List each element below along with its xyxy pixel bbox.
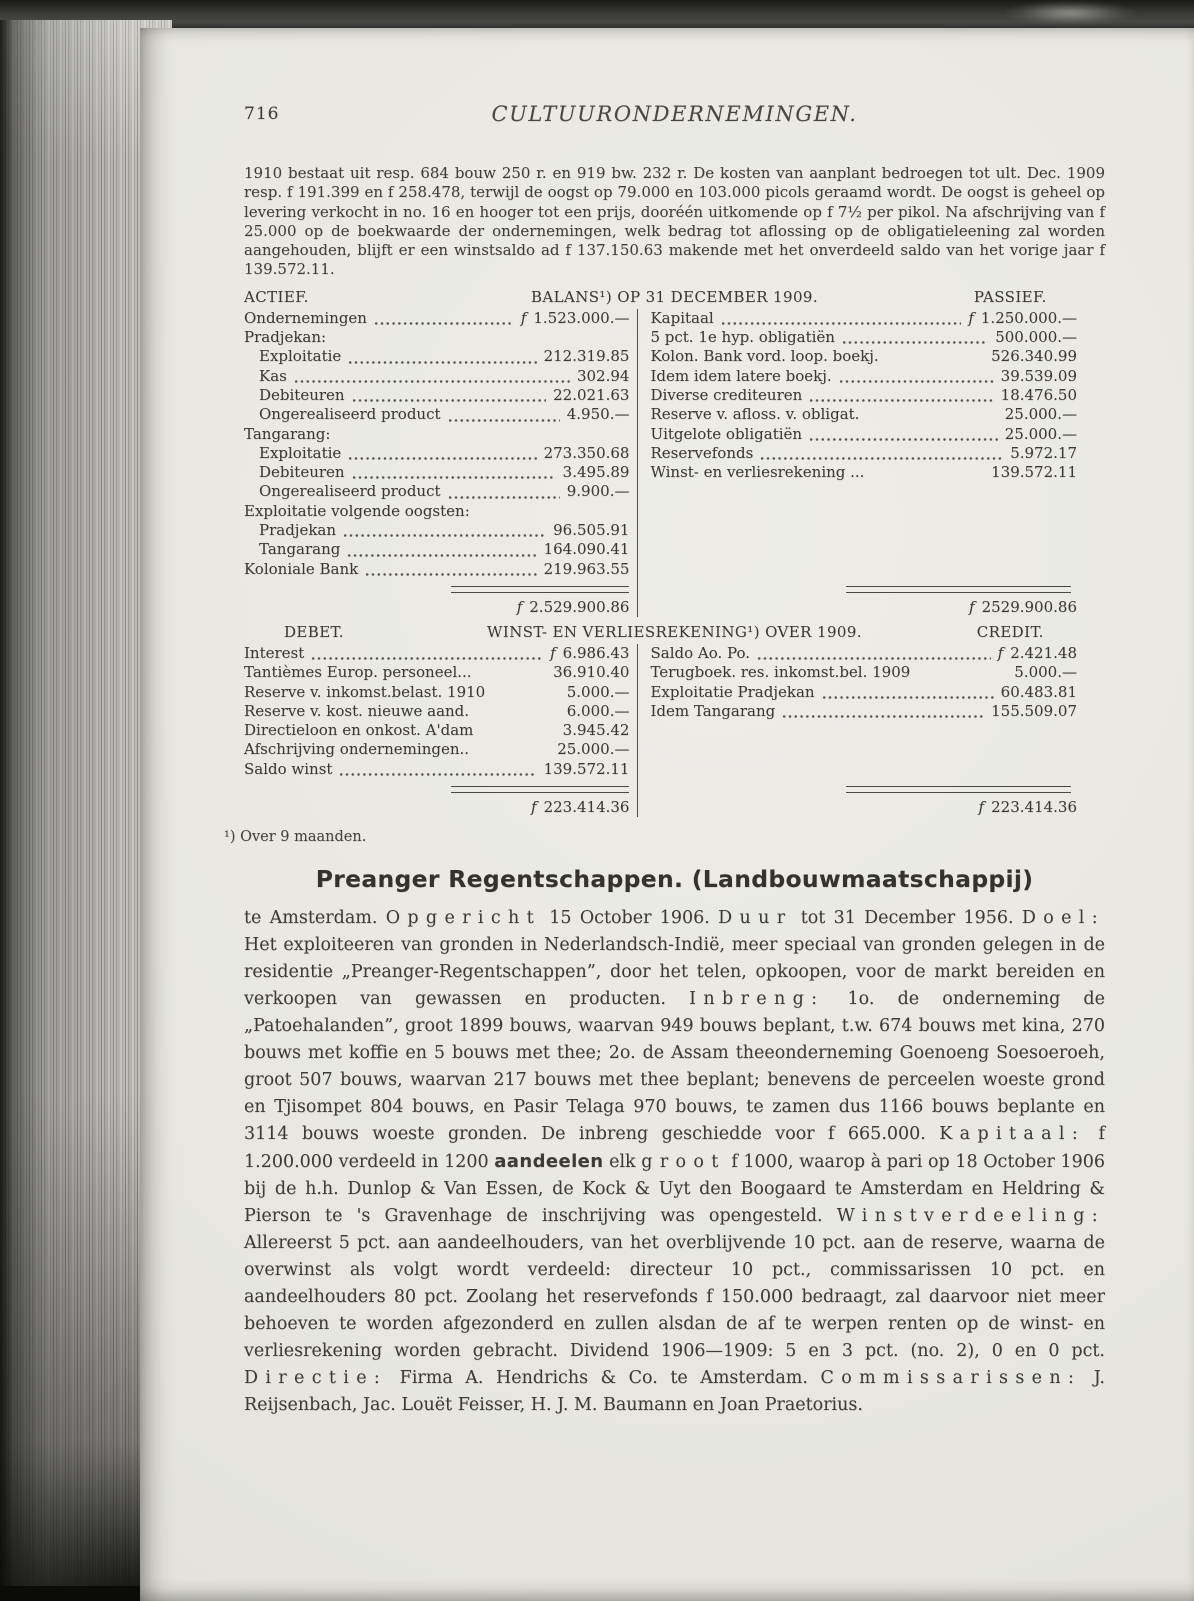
- text-segment: Allereerst 5 pct. aan aandeelhouders, van het overblijvende 10 pct. aan de reserve, waarna de overwinst als volgt wordt verdeeld: directeur 10 pct., commissarissen 10 pct. en aandeelhouders 80 pct. Zoolang het reservefonds f 150.000 bedraagt, zal daarvoor niet meer behoeven te worden afgezonderd en zullen alsdan de af te werpen renten op de winst- en verliesrekening worden gebracht. Dividend 1906—1909: 5 en 3 pct. (no. 2), 0 en 0 pct.: [244, 1233, 1105, 1362]
- book-page: [140, 28, 1194, 1601]
- text-segment: 1o. de onderneming de „Patoehalanden”, groot 1899 bouws, waarvan 949 bouws beplant, t.w. 674 bouws met kina, 270 bouws met koffie en 5 bouws met thee; 2o. de Assam theeonderneming Goenoeng Soesoeroeh, groot 507 bouws, waarvan 217 bouws met thee beplant; benevens de perceelen woeste grond en Tjisompet 804 bouws, en Pasir Telaga 970 bouws, te zamen dus 1166 bouws beplante en 3114 bouws woeste gronden. De inbreng geschiedde voor f 665.000.: [244, 989, 1105, 1145]
- row-label: Kas: [259, 366, 287, 385]
- winst-verlies-body: [244, 644, 1105, 779]
- text-segment-spaced: Inbreng:: [689, 989, 825, 1010]
- company-heading: Preanger Regentschappen. (Landbouwmaatschappij): [315, 865, 1034, 894]
- row-label: Afschrijving ondernemingen..: [244, 740, 470, 759]
- row-amount: 9.900.—: [566, 482, 630, 501]
- text-segment-spaced: Opgericht: [385, 908, 542, 929]
- row-amount: 18.476.50: [1000, 385, 1077, 404]
- dot-leader: [809, 425, 998, 444]
- balance-row: [650, 386, 1077, 405]
- row-label: Saldo Ao. Po.: [650, 643, 751, 662]
- row-label: Tantièmes Europ. personeel...: [244, 663, 472, 682]
- credit-column: [637, 644, 1105, 779]
- actief-label: ACTIEF.: [244, 287, 309, 306]
- pl-row: [650, 663, 1077, 682]
- winst-verlies-total-rules: [244, 779, 1105, 793]
- pl-row: [650, 644, 1077, 663]
- balance-row: [244, 540, 629, 559]
- dot-leader: [347, 540, 536, 559]
- row-label: 5 pct. 1e hyp. obligatiën: [650, 328, 835, 347]
- balans-title: BALANS¹) OP 31 DECEMBER 1909.: [530, 287, 819, 306]
- row-label: Idem Tangarang: [650, 701, 776, 720]
- scan-light-smudge: [1005, 1, 1135, 25]
- balans-total-rules: [244, 579, 1105, 593]
- pl-row: [244, 740, 629, 759]
- row-label: Uitgelote obligatiën: [650, 424, 803, 443]
- winst-verlies-header: [244, 623, 1105, 642]
- row-label: Tangarang:: [244, 424, 331, 443]
- text-segment-spaced: Kapitaal:: [939, 1124, 1086, 1145]
- row-amount: 2.421.48: [1010, 643, 1077, 662]
- row-amount: 526.340.99: [991, 347, 1077, 366]
- text-segment: f 1.200.000 verdeeld in 1200: [244, 1124, 1105, 1173]
- row-amount: 36.910.40: [553, 663, 630, 682]
- text-segment: Firma A. Hendrichs & Co. te Amsterdam.: [387, 1368, 821, 1389]
- text-segment-spaced: Commissarissen:: [820, 1368, 1082, 1389]
- row-label: Debiteuren: [259, 463, 345, 482]
- total-amount: 2.529.900.86: [529, 597, 630, 616]
- financial-statements: [224, 287, 1105, 846]
- dot-leader: [782, 702, 984, 721]
- dot-leader: [448, 405, 560, 424]
- pl-row: [244, 721, 629, 740]
- balance-row: [650, 405, 1077, 424]
- total-amount: 2529.900.86: [981, 597, 1077, 616]
- actief-column: [244, 309, 637, 579]
- text-segment: elk: [603, 1152, 642, 1173]
- total-rule: [846, 586, 1071, 593]
- company-paragraph: [244, 905, 1105, 1419]
- florin-sign: f: [978, 798, 985, 817]
- row-label: Tangarang: [259, 540, 341, 559]
- row-label: Reserve v. kost. nieuwe aand.: [244, 701, 470, 720]
- dot-leader: [352, 463, 556, 482]
- row-label: Exploitatie Pradjekan: [650, 682, 815, 701]
- balance-row: [244, 367, 629, 386]
- total-rule: [846, 786, 1071, 793]
- balance-row: [244, 463, 629, 482]
- dot-leader: [757, 644, 991, 663]
- row-amount: 5.972.17: [1010, 443, 1077, 462]
- balance-row: [244, 405, 629, 424]
- row-label: Ongerealiseerd product: [259, 482, 441, 501]
- dot-leader: [311, 644, 543, 663]
- pl-row: [244, 663, 629, 682]
- balance-row: [244, 347, 629, 366]
- row-label: Reserve v. inkomst.belast. 1910: [244, 682, 486, 701]
- row-label: Idem idem latere boekj.: [650, 366, 832, 385]
- florin-sign: f: [520, 308, 527, 327]
- credit-total: [637, 793, 1105, 817]
- total-rule: [451, 586, 629, 593]
- row-label: Terugboek. res. inkomst.bel. 1909: [650, 663, 911, 682]
- row-label: Debiteuren: [259, 385, 345, 404]
- page-header: [244, 102, 1105, 130]
- row-amount: 155.509.07: [991, 701, 1077, 720]
- intro-paragraph: 1910 bestaat uit resp. 684 bouw 250 r. en 919 bw. 232 r. De kosten van aanplant bedroegen tot ult. Dec. 1909 resp. f 191.399 en f 258.478, terwijl de oogst op 79.000 en 103.000 picols geraamd wordt. De oogst is geheel op levering verkocht in no. 16 en hooger tot een prijs, dooréén uitkomende op f 7½ per pikol. Na afschrijving van f 25.000 op de boekwaarde der ondernemingen, welk bedrag tot aflossing op de obligatieleening zal worden aangehouden, blijft er een winstsaldo ad f 137.150.63 makende met het onverdeeld saldo van het vorige jaar f 139.572.11.: [244, 164, 1105, 279]
- pl-row: [650, 683, 1077, 702]
- row-amount: 164.090.41: [543, 540, 630, 559]
- row-label: Exploitatie: [259, 347, 342, 366]
- passief-total: [637, 593, 1105, 617]
- text-segment: te Amsterdam.: [244, 908, 386, 929]
- dot-leader: [365, 560, 536, 579]
- dot-leader: [760, 444, 1003, 463]
- row-label: Diverse crediteuren: [650, 385, 803, 404]
- pl-row: [244, 683, 629, 702]
- text-segment: f 1000, waarop à pari op 18 October 1906 bij de h.h. Dunlop & Van Essen, de Kock & Uyt den Boogaard te Amsterdam en Heldring & Pierson te 's Gravenhage de inschrijving was opengesteld.: [244, 1152, 1105, 1227]
- row-amount: 302.94: [576, 366, 630, 385]
- balance-group-row: [244, 502, 629, 521]
- row-label: Kolon. Bank vord. loop. boekj.: [650, 347, 879, 366]
- running-header-title: CULTUURONDERNEMINGEN.: [491, 102, 858, 126]
- row-label: Kapitaal: [650, 308, 714, 327]
- text-segment-spaced: Doel:: [1021, 908, 1105, 929]
- dot-leader: [842, 328, 988, 347]
- row-amount: 25.000.—: [1004, 405, 1077, 424]
- balance-row: [244, 560, 629, 579]
- pl-row: [244, 644, 629, 663]
- dot-leader: [448, 482, 560, 501]
- winst-verlies-totals: [244, 793, 1105, 817]
- balance-row: [244, 521, 629, 540]
- row-amount: 4.950.—: [566, 405, 630, 424]
- florin-sign: f: [968, 308, 974, 327]
- pl-row: [650, 702, 1077, 721]
- row-label: Pradjekan:: [244, 328, 327, 347]
- dot-leader: [348, 444, 536, 463]
- balance-row: [650, 425, 1077, 444]
- text-segment-spaced: groot: [641, 1152, 726, 1173]
- row-amount: 22.021.63: [553, 385, 630, 404]
- passief-column: [637, 309, 1105, 579]
- credit-label: CREDIT.: [976, 622, 1044, 641]
- balance-row: [650, 463, 1077, 482]
- row-amount: 39.539.09: [1000, 366, 1077, 385]
- page-number: 716: [244, 104, 280, 124]
- row-label: Exploitatie volgende oogsten:: [244, 501, 470, 520]
- row-label: Interest: [244, 643, 305, 662]
- row-label: Exploitatie: [259, 443, 342, 462]
- row-amount: 25.000.—: [1004, 424, 1077, 443]
- balance-row: [244, 309, 629, 328]
- text-segment: 15 October 1906.: [541, 908, 719, 929]
- florin-sign: f: [969, 597, 975, 616]
- row-label: Ongerealiseerd product: [259, 405, 441, 424]
- row-amount: 96.505.91: [553, 521, 630, 540]
- total-amount: 223.414.36: [991, 798, 1077, 817]
- balans-body: [244, 309, 1105, 579]
- text-segment-spaced: Winstverdeeling:: [836, 1206, 1105, 1227]
- row-label: Pradjekan: [259, 521, 337, 540]
- row-amount: 139.572.11: [991, 463, 1077, 482]
- dot-leader: [721, 309, 962, 328]
- debet-column: [244, 644, 637, 779]
- text-segment: Het exploiteeren van gronden in Nederlandsch-Indië, meer speciaal van gronden gelegen in de residentie „Preanger-Regentschappen”, door het telen, opkoopen, voor de markt bereiden en verkoopen van gewassen en producten.: [244, 935, 1105, 1010]
- debet-label: DEBET.: [284, 622, 344, 641]
- florin-sign: f: [997, 643, 1004, 662]
- florin-sign: f: [516, 597, 523, 616]
- row-amount: 6.000.—: [566, 701, 630, 720]
- row-amount: 5.000.—: [1014, 663, 1077, 682]
- row-amount: 3.495.89: [562, 463, 630, 482]
- passief-label: PASSIEF.: [973, 287, 1047, 306]
- row-label: Reserve v. afloss. v. obligat.: [650, 405, 860, 424]
- total-amount: 223.414.36: [543, 798, 630, 817]
- dot-leader: [352, 386, 547, 405]
- row-amount: 5.000.—: [566, 682, 630, 701]
- pl-row: [244, 702, 629, 721]
- balance-group-row: [244, 328, 629, 347]
- text-segment: J. Reijsenbach, Jac. Louët Feisser, H. J. M. Baumann en Joan Praetorius.: [244, 1368, 1105, 1416]
- page-content: [140, 28, 1194, 1601]
- winst-verlies-title: WINST- EN VERLIESREKENING¹) OVER 1909.: [487, 622, 862, 641]
- row-amount: 273.350.68: [543, 443, 630, 462]
- dot-leader: [822, 683, 994, 702]
- balance-row: [650, 328, 1077, 347]
- row-amount: 212.319.85: [543, 347, 630, 366]
- row-amount: 1.523.000.—: [533, 308, 630, 327]
- balance-row: [650, 367, 1077, 386]
- row-label: Reservefonds: [650, 443, 754, 462]
- balance-row: [244, 444, 629, 463]
- row-amount: 6.986.43: [562, 643, 630, 662]
- balance-row: [650, 347, 1077, 366]
- florin-sign: f: [550, 643, 556, 662]
- total-rule: [451, 786, 629, 793]
- dot-leader: [374, 309, 514, 328]
- balans-header: [244, 288, 1105, 307]
- dot-leader: [809, 386, 993, 405]
- text-segment: tot 31 December 1956.: [792, 908, 1022, 929]
- row-amount: 25.000.—: [557, 740, 630, 759]
- balance-row: [650, 444, 1077, 463]
- balance-row: [244, 386, 629, 405]
- dot-leader: [839, 367, 994, 386]
- florin-sign: f: [531, 798, 537, 817]
- dot-leader: [294, 367, 570, 386]
- row-amount: 219.963.55: [543, 559, 630, 578]
- text-segment-bold: aandeelen: [494, 1151, 604, 1173]
- dot-leader: [348, 347, 536, 366]
- row-amount: 1.250.000.—: [980, 308, 1077, 327]
- row-amount: 60.483.81: [1000, 682, 1077, 701]
- text-segment-spaced: Directie:: [244, 1368, 388, 1389]
- debet-total: [244, 793, 637, 817]
- row-amount: 139.572.11: [543, 759, 630, 778]
- dot-leader: [343, 521, 546, 540]
- row-label: Ondernemingen: [244, 308, 367, 327]
- actief-total: [244, 593, 637, 617]
- footnote: ¹) Over 9 maanden.: [224, 829, 367, 846]
- pl-row: [244, 760, 629, 779]
- balans-totals: [244, 593, 1105, 617]
- row-label: Saldo winst: [244, 759, 333, 778]
- dot-leader: [339, 760, 536, 779]
- row-label: Winst- en verliesrekening ...: [650, 463, 865, 482]
- text-segment-spaced: Duur: [718, 908, 793, 929]
- row-amount: 3.945.42: [562, 721, 630, 740]
- row-amount: 500.000.—: [995, 328, 1077, 347]
- row-label: Directieloon en onkost. A'dam: [244, 721, 474, 740]
- balance-row: [650, 309, 1077, 328]
- balance-row: [244, 482, 629, 501]
- row-label: Koloniale Bank: [244, 559, 359, 578]
- balance-group-row: [244, 425, 629, 444]
